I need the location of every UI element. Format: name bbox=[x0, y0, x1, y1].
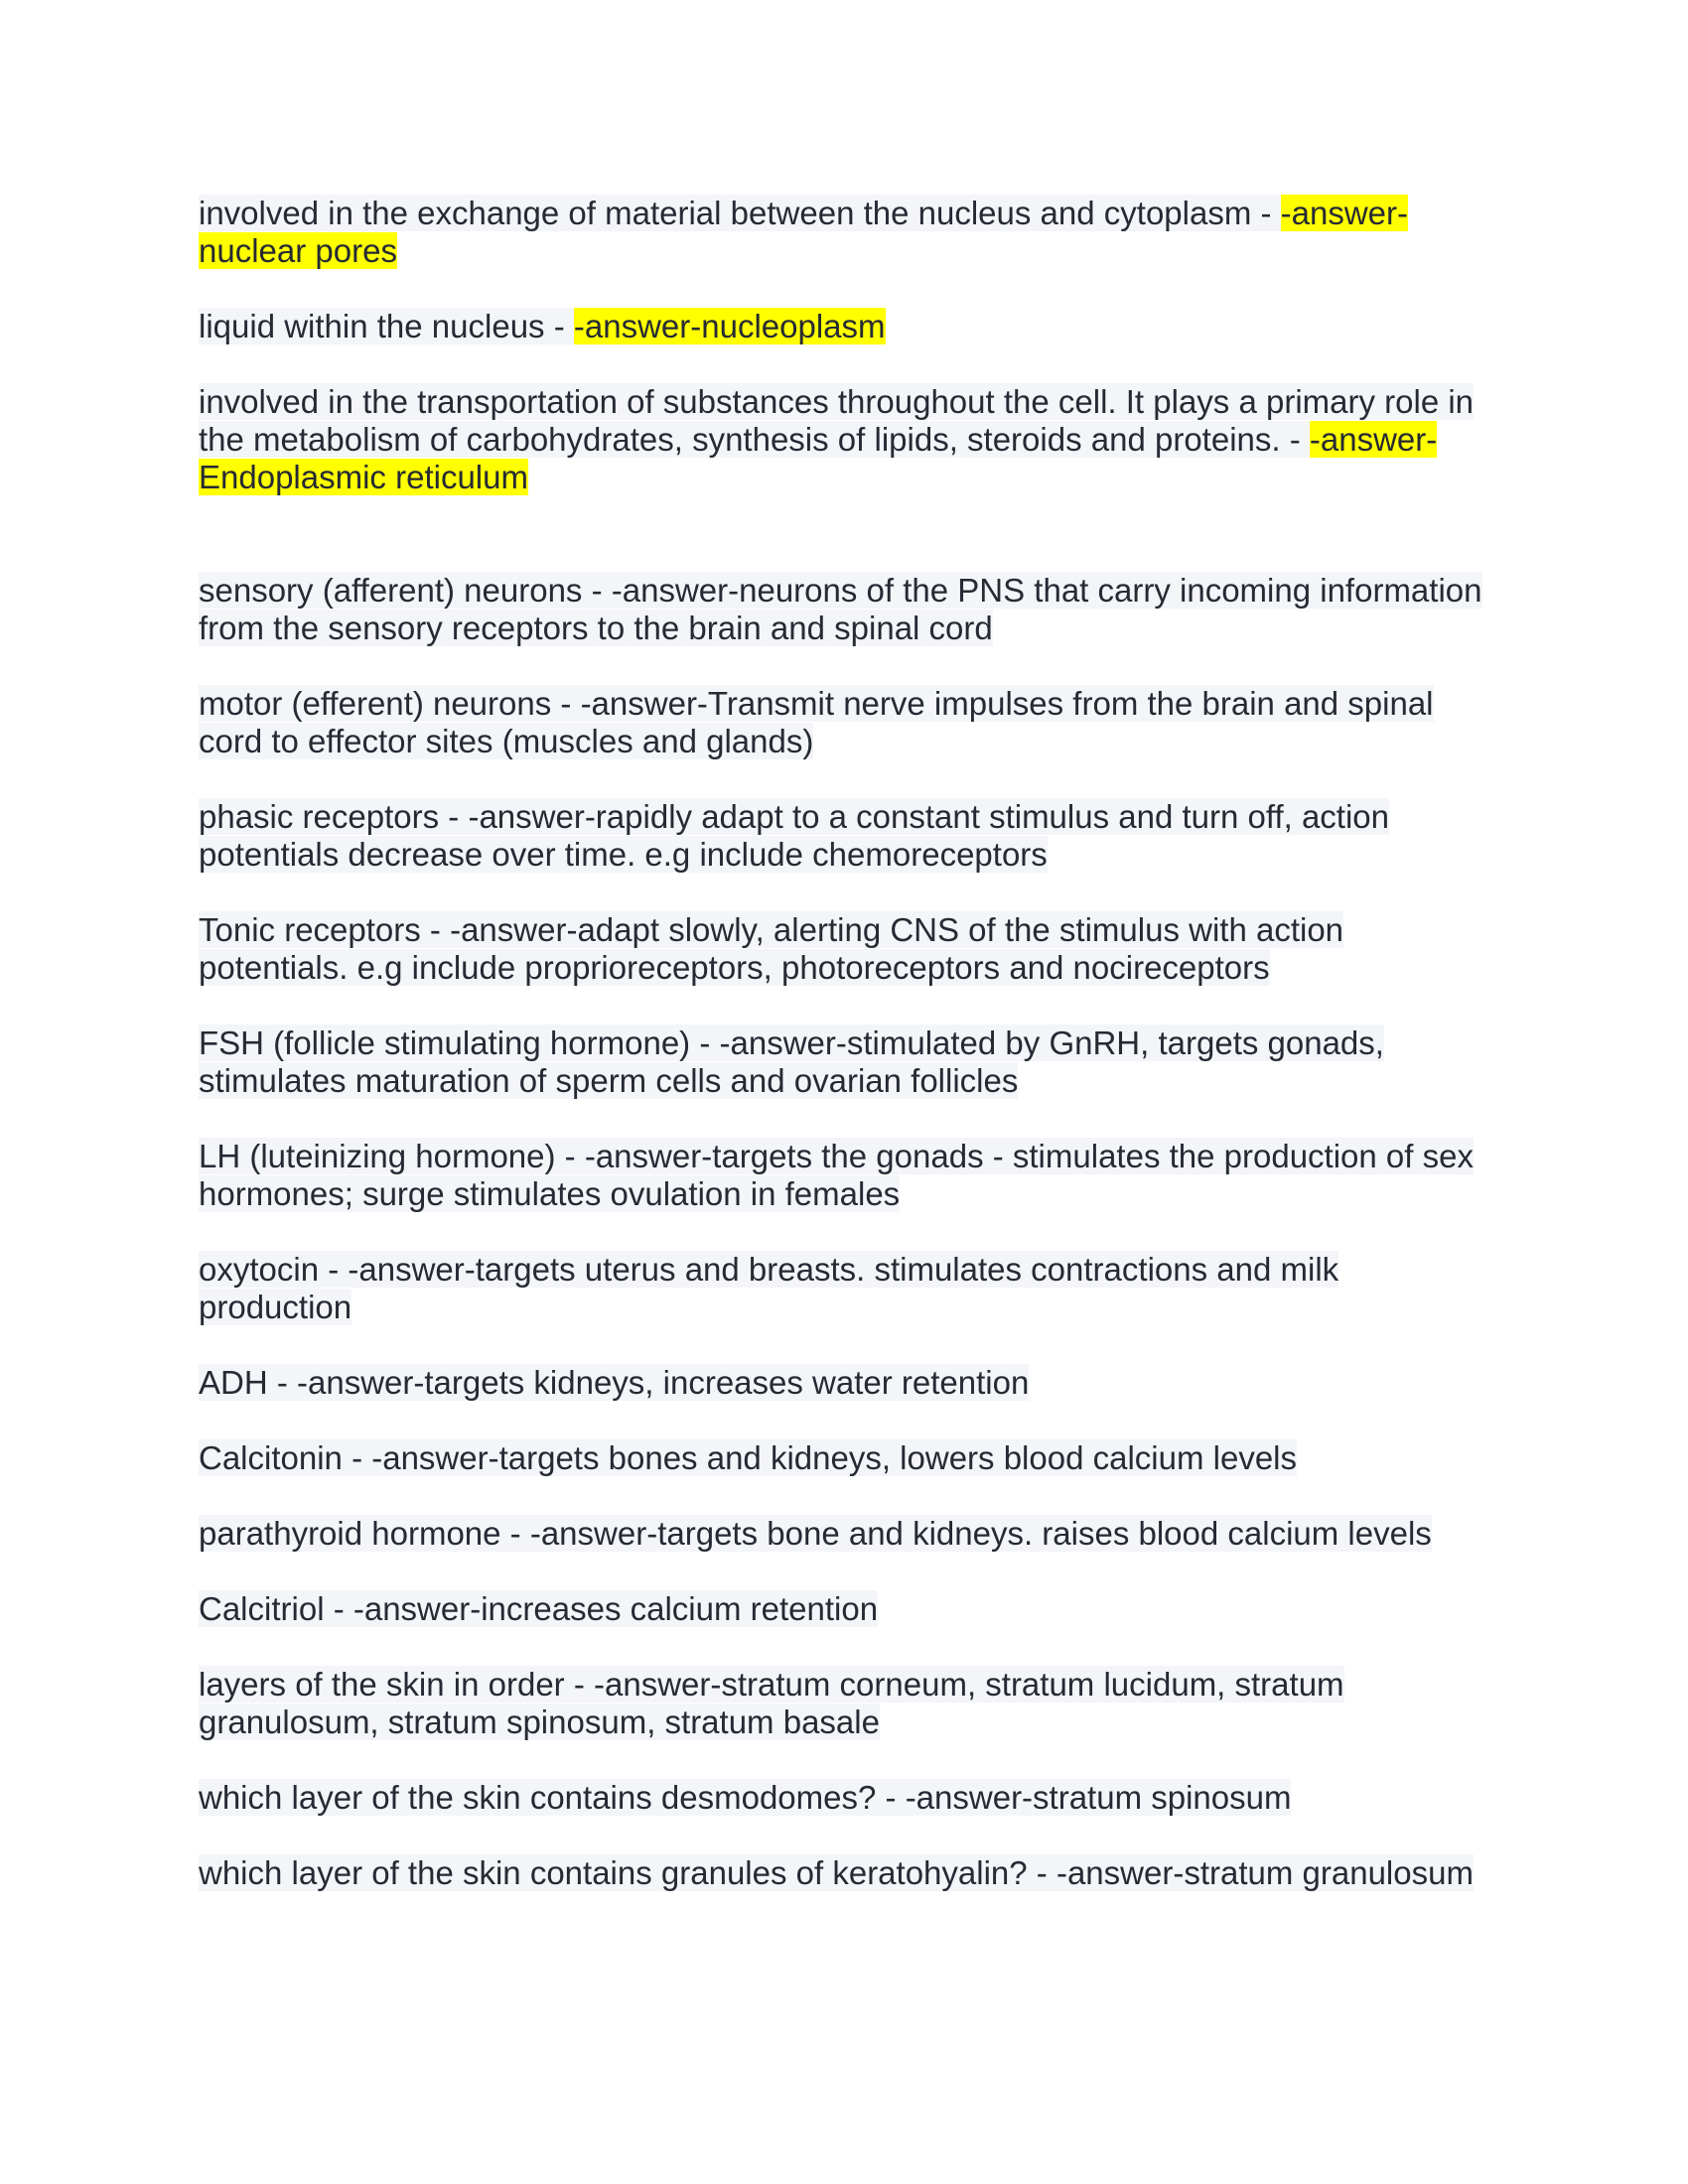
flashcard-entry bbox=[199, 572, 1499, 647]
question-text: ADH - bbox=[199, 1364, 297, 1401]
question-text: sensory (afferent) neurons - bbox=[199, 572, 612, 609]
question-text: involved in the transportation of substances throughout the cell. It plays a primary role in the metabolism of carbohydrates, synthesis of lipids, steroids and proteins. - bbox=[199, 383, 1475, 458]
question-text: phasic receptors - bbox=[199, 798, 469, 835]
answer-text: -answer-rapidly adapt to a constant stimulus and turn off, action potentials decrease over time. e.g include chemoreceptors bbox=[199, 798, 1390, 873]
answer-text: -answer-targets kidneys, increases water retention bbox=[297, 1364, 1030, 1401]
flashcard-entry bbox=[199, 308, 1499, 345]
question-text: oxytocin - bbox=[199, 1251, 349, 1288]
flashcard-list bbox=[199, 195, 1499, 1930]
answer-text: -answer-stratum corneum, stratum lucidum, stratum granulosum, stratum spinosum, stratum basale bbox=[199, 1666, 1344, 1740]
question-text: Calcitonin - bbox=[199, 1439, 372, 1476]
flashcard-entry bbox=[199, 911, 1499, 987]
flashcard-entry bbox=[199, 1251, 1499, 1326]
answer-text: -answer-targets uterus and breasts. stimulates contractions and milk production bbox=[199, 1251, 1339, 1325]
answer-text: -answer-nucleoplasm bbox=[573, 308, 886, 344]
flashcard-entry bbox=[199, 798, 1499, 874]
answer-text: -answer-Transmit nerve impulses from the brain and spinal cord to effector sites (muscles and glands) bbox=[199, 685, 1434, 759]
answer-text: -answer-neurons of the PNS that carry incoming information from the sensory receptors to the brain and spinal cord bbox=[199, 572, 1482, 646]
answer-text: -answer-adapt slowly, alerting CNS of the stimulus with action potentials. e.g include proprioreceptors, photoreceptors and nocireceptors bbox=[199, 911, 1344, 986]
answer-text: -answer-targets the gonads - stimulates the production of sex hormones; surge stimulates ovulation in females bbox=[199, 1138, 1474, 1212]
question-text: LH (luteinizing hormone) - bbox=[199, 1138, 585, 1174]
question-text: parathyroid hormone - bbox=[199, 1515, 530, 1552]
flashcard-entry bbox=[199, 1666, 1499, 1741]
question-text: FSH (follicle stimulating hormone) - bbox=[199, 1024, 720, 1061]
flashcard-entry bbox=[199, 1439, 1499, 1477]
answer-text: -answer-nuclear pores bbox=[199, 195, 1409, 269]
flashcard-entry bbox=[199, 1024, 1499, 1100]
question-text: which layer of the skin contains granules of keratohyalin? - bbox=[199, 1854, 1056, 1891]
flashcard-entry bbox=[199, 1515, 1499, 1553]
question-text: Tonic receptors - bbox=[199, 911, 451, 948]
answer-text: -answer-increases calcium retention bbox=[352, 1590, 879, 1627]
answer-text: -answer-stratum spinosum bbox=[905, 1779, 1292, 1816]
answer-text: -answer-Endoplasmic reticulum bbox=[199, 421, 1438, 495]
flashcard-entry bbox=[199, 383, 1499, 496]
flashcard-entry bbox=[199, 685, 1499, 760]
answer-text: -answer-stimulated by GnRH, targets gonads, stimulates maturation of sperm cells and ovarian follicles bbox=[199, 1024, 1384, 1099]
question-text: layers of the skin in order - bbox=[199, 1666, 594, 1703]
question-text: motor (efferent) neurons - bbox=[199, 685, 581, 722]
answer-text: -answer-stratum granulosum bbox=[1055, 1854, 1474, 1891]
flashcard-entry bbox=[199, 1364, 1499, 1402]
flashcard-entry bbox=[199, 1854, 1499, 1892]
flashcard-entry bbox=[199, 1138, 1499, 1213]
question-text: which layer of the skin contains desmodomes? - bbox=[199, 1779, 906, 1816]
question-text: involved in the exchange of material between the nucleus and cytoplasm - bbox=[199, 195, 1281, 231]
flashcard-entry bbox=[199, 195, 1499, 270]
flashcard-entry bbox=[199, 1590, 1499, 1628]
flashcard-entry bbox=[199, 1779, 1499, 1817]
question-text: liquid within the nucleus - bbox=[199, 308, 574, 344]
answer-text: -answer-targets bones and kidneys, lowers blood calcium levels bbox=[371, 1439, 1298, 1476]
answer-text: -answer-targets bone and kidneys. raises blood calcium levels bbox=[529, 1515, 1432, 1552]
question-text: Calcitriol - bbox=[199, 1590, 353, 1627]
